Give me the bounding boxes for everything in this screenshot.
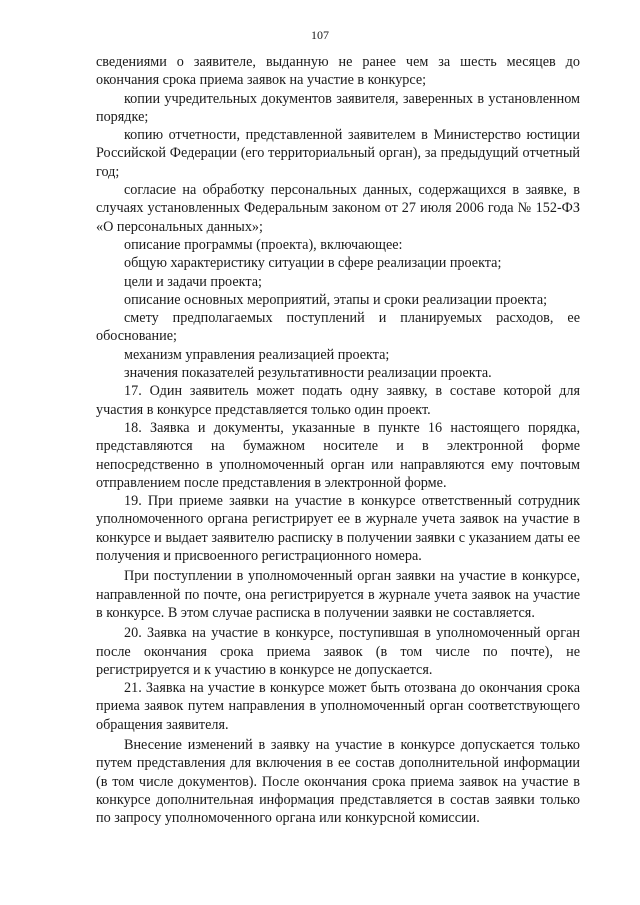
- paragraph-18: Внесение изменений в заявку на участие в конкурсе допускается только путем представления для включения в ее состав дополнительной информации (в том числе документов). После окончания срока приема заявок на участие в конкурсе дополнительная информация представляется в состав заявки только по запросу уполномоченного органа или конкурсной комиссии.: [96, 736, 580, 827]
- paragraph-12: 17. Один заявитель может подать одну заявку, в составе которой для участия в конкурсе представляется только один проект.: [96, 383, 580, 418]
- paragraph-16: 20. Заявка на участие в конкурсе, поступившая в уполномоченный орган после окончания срока приема заявок (в том числе по почте), не регистрируется и к участию в конкурсе не допускается.: [96, 625, 580, 678]
- page-number: 107: [311, 28, 329, 42]
- paragraph-9: смету предполагаемых поступлений и планируемых расходов, ее обоснование;: [96, 310, 580, 345]
- paragraph-10: механизм управления реализацией проекта;: [124, 346, 390, 363]
- paragraph-15: При поступлении в уполномоченный орган заявки на участие в конкурсе, направленной по почте, она регистрируется в журнале учета заявок на участие в конкурсе. В этом случае расписка в получении заявки не составляется.: [96, 568, 580, 621]
- paragraph-5: описание программы (проекта), включающее:: [124, 236, 403, 253]
- paragraph-13: 18. Заявка и документы, указанные в пункте 16 настоящего порядка, представляются на бумажном носителе и в электронной форме непосредственно в уполномоченный орган или направляются ему почтовым отправлением после представления в электронной форме.: [96, 419, 580, 491]
- page-body: [96, 53, 580, 827]
- paragraph-4: согласие на обработку персональных данных, содержащихся в заявке, в случаях установленных Федеральным законом от 27 июля 2006 года № 152-ФЗ «О персональных данных»;: [96, 182, 580, 235]
- paragraph-14: 19. При приеме заявки на участие в конкурсе ответственный сотрудник уполномоченного органа регистрирует ее в журнале учета заявок на участие в конкурсе и выдает заявителю расписку в получении заявки с указанием даты ее получения и присвоенного регистрационного номера.: [96, 493, 580, 565]
- paragraph-3: копию отчетности, представленной заявителем в Министерство юстиции Российской Федерации (его территориальный орган), за предыдущий отчетный год;: [96, 127, 580, 180]
- paragraph-2: копии учредительных документов заявителя, заверенных в установленном порядке;: [96, 90, 580, 125]
- paragraph-17: 21. Заявка на участие в конкурсе может быть отозвана до окончания срока приема заявок путем направления в уполномоченный орган соответствующего обращения заявителя.: [96, 680, 580, 733]
- paragraph-7: цели и задачи проекта;: [124, 273, 262, 290]
- paragraph-11: значения показателей результативности реализации проекта.: [124, 365, 492, 382]
- paragraph-6: общую характеристику ситуации в сфере реализации проекта;: [124, 255, 502, 272]
- paragraph-1: сведениями о заявителе, выданную не ранее чем за шесть месяцев до окончания срока приема заявок на участие в конкурсе;: [96, 54, 580, 89]
- paragraph-8: описание основных мероприятий, этапы и сроки реализации проекта;: [124, 291, 548, 308]
